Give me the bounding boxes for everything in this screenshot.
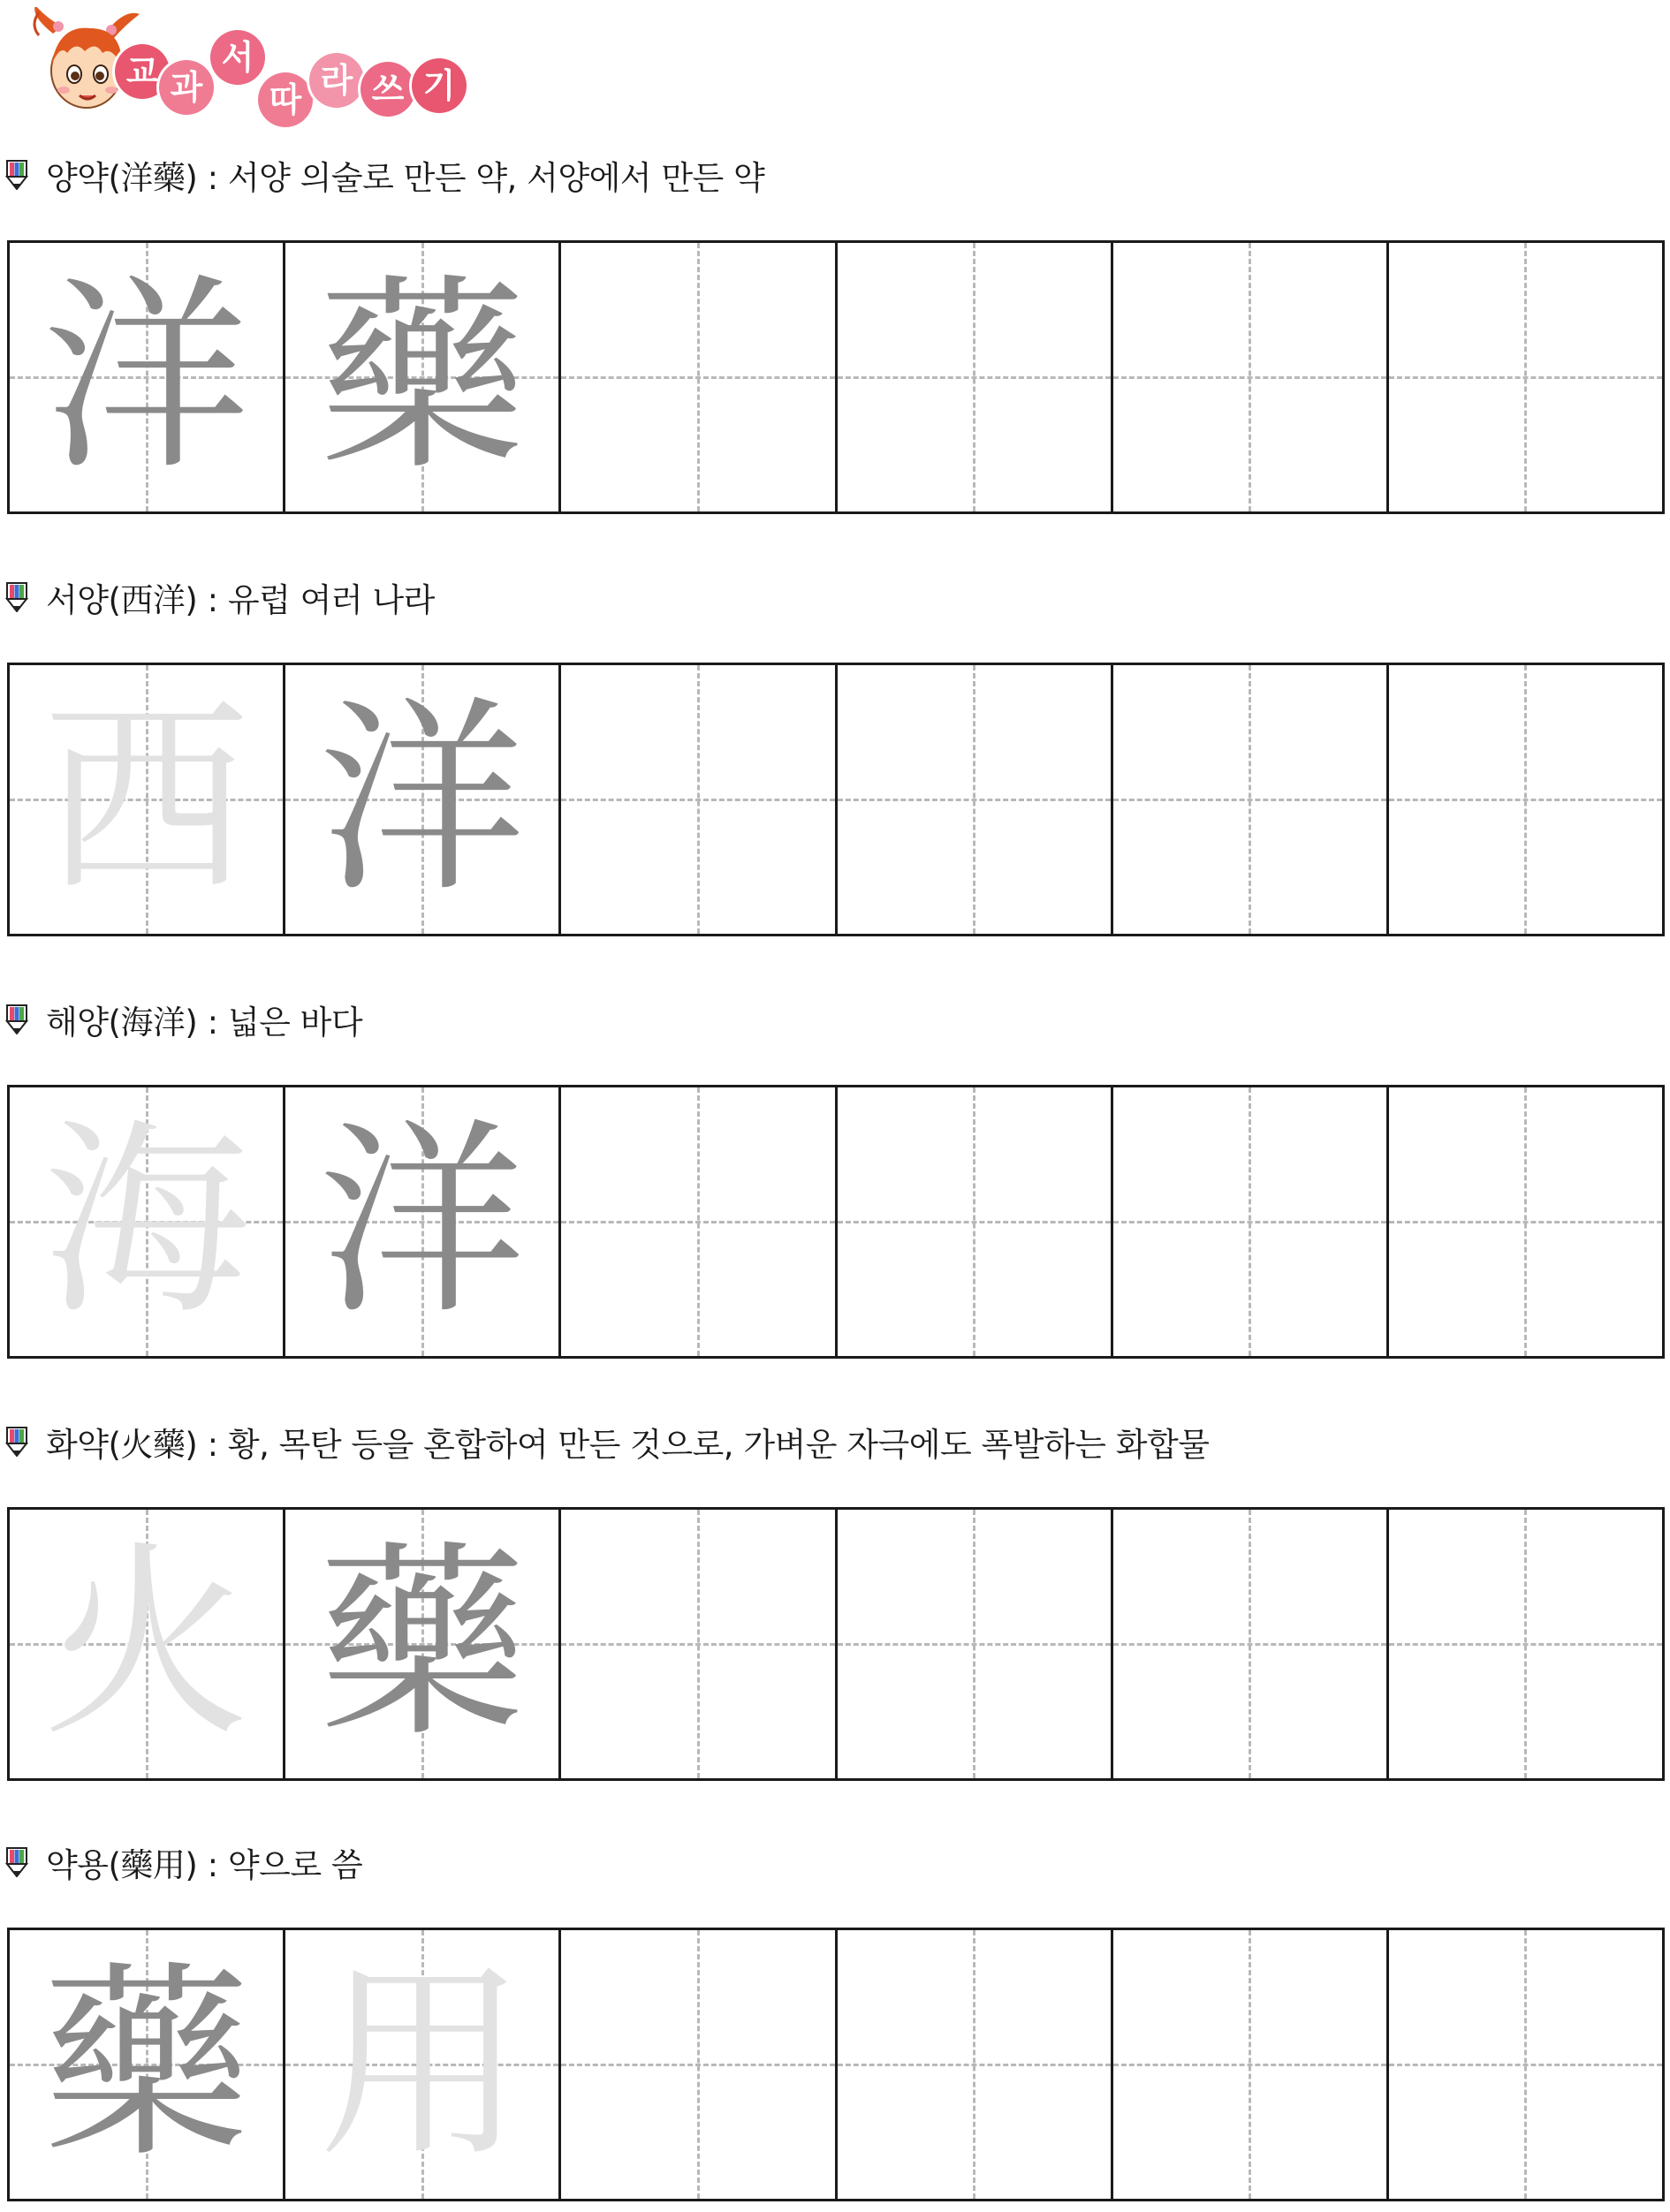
trace-character: 西 [42,678,251,920]
caption-text: 해양(海洋) : 넓은 바다 [46,1004,363,1042]
trace-character: 海 [42,1101,251,1343]
writing-grid [7,1085,1665,1359]
logo-char-6: 쓰 [361,62,415,117]
word-caption [5,150,764,200]
grid-cell[interactable] [561,1087,837,1356]
trace-character: 火 [42,1523,251,1765]
logo-char-5: 라 [309,53,364,108]
grid-cell[interactable] [838,1930,1113,2199]
grid-cell[interactable] [1113,665,1389,934]
caption-text: 양약(洋藥) : 서양 의술로 만든 약, 서양에서 만든 약 [46,159,765,197]
trace-character: 藥 [318,1523,527,1765]
grid-cell[interactable] [1389,665,1662,934]
grid-cell[interactable] [561,1510,837,1778]
caption-text: 화약(火藥) : 황, 목탄 등을 혼합하여 만든 것으로, 가벼운 자극에도 폭발하는 화합물 [46,1426,1210,1464]
grid-cell[interactable] [10,665,285,934]
word-caption [5,995,362,1044]
grid-cell[interactable] [1113,1087,1389,1356]
word-caption [5,1837,362,1887]
word-caption [5,1417,1210,1466]
trace-character: 洋 [42,256,251,498]
grid-cell[interactable] [1389,1930,1662,2199]
trace-character: 藥 [318,256,527,498]
grid-cell[interactable] [1389,243,1662,511]
grid-cell[interactable] [285,1930,561,2199]
grid-cell[interactable] [10,1087,285,1356]
grid-cell[interactable] [1113,1510,1389,1778]
grid-cell[interactable] [285,665,561,934]
pencil-icon [5,1004,28,1034]
grid-cell[interactable] [1113,243,1389,511]
trace-character: 洋 [318,1101,527,1343]
word-caption [5,572,435,622]
grid-cell[interactable] [561,665,837,934]
grid-cell[interactable] [10,1510,285,1778]
grid-cell[interactable] [838,243,1113,511]
grid-cell[interactable] [10,243,285,511]
grid-cell[interactable] [838,665,1113,934]
writing-grid [7,663,1665,936]
grid-cell[interactable] [561,1930,837,2199]
grid-cell[interactable] [1389,1087,1662,1356]
trace-character: 洋 [318,678,527,920]
writing-grid [7,240,1665,514]
pencil-icon [5,1427,28,1457]
logo-char-7: 기 [412,58,467,113]
trace-character: 藥 [42,1943,251,2185]
trace-character: 用 [318,1943,527,2185]
caption-text: 약용(藥用) : 약으로 씀 [46,1846,363,1884]
grid-cell[interactable] [1389,1510,1662,1778]
grid-cell[interactable] [285,243,561,511]
writing-grid [7,1928,1665,2201]
logo-char-4: 따 [258,72,313,127]
grid-cell[interactable] [838,1510,1113,1778]
grid-cell[interactable] [285,1087,561,1356]
logo-char-1: 교 [115,44,170,99]
grid-cell[interactable] [838,1087,1113,1356]
caption-text: 서양(西洋) : 유럽 여러 나라 [46,581,435,619]
logo-char-2: 과 [159,60,214,115]
grid-cell[interactable] [10,1930,285,2199]
page-logo [27,7,486,122]
grid-cell[interactable] [561,243,837,511]
writing-grid [7,1507,1665,1781]
grid-cell[interactable] [1113,1930,1389,2199]
pencil-icon [5,582,28,612]
pencil-icon [5,1847,28,1877]
pencil-icon [5,160,28,190]
logo-char-3: 서 [210,30,265,85]
grid-cell[interactable] [285,1510,561,1778]
